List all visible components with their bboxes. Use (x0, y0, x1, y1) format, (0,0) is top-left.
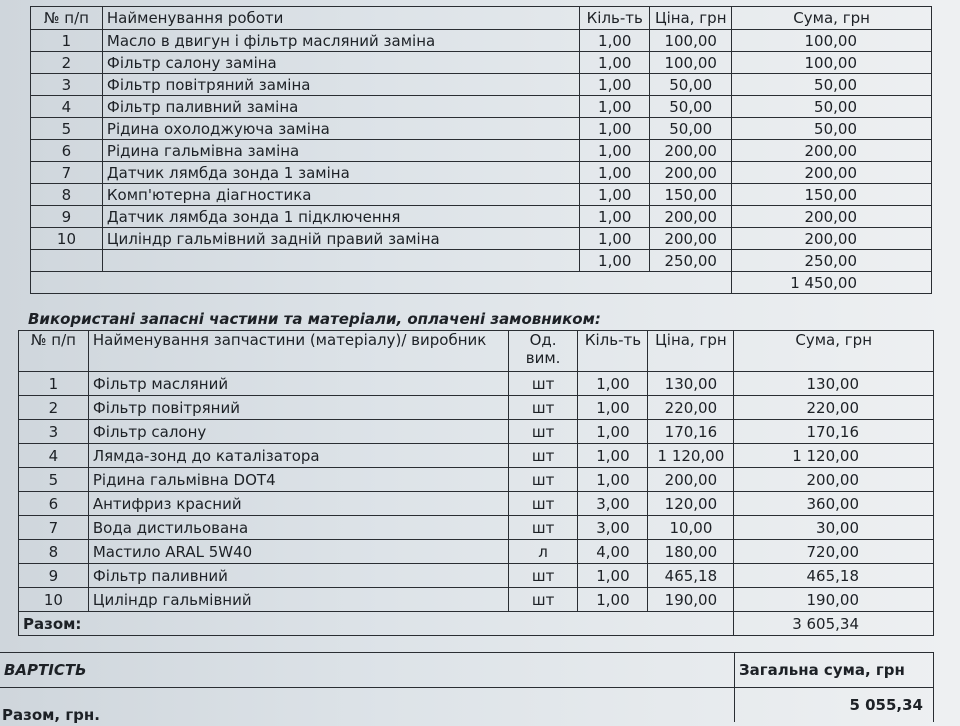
parts-row-price: 10,00 (648, 516, 734, 540)
works-row-qty: 1,00 (580, 140, 650, 162)
works-row-qty: 1,00 (580, 184, 650, 206)
parts-row-unit: шт (508, 492, 578, 516)
works-row (31, 96, 932, 118)
works-header-qty: Кіль-ть (580, 7, 650, 30)
parts-row-price: 465,18 (648, 564, 734, 588)
works-row-price: 50,00 (650, 118, 732, 140)
works-row (31, 140, 932, 162)
parts-row-num: 1 (19, 372, 89, 396)
parts-row (19, 492, 934, 516)
works-row-sum: 200,00 (732, 206, 932, 228)
works-row-num: 3 (31, 74, 103, 96)
parts-header-num: № п/п (19, 331, 89, 372)
parts-row-unit: л (508, 540, 578, 564)
works-row (31, 162, 932, 184)
works-row-name: Фільтр салону заміна (102, 52, 579, 74)
parts-row-qty: 1,00 (578, 564, 648, 588)
parts-row-price: 120,00 (648, 492, 734, 516)
parts-row (19, 396, 934, 420)
works-row-sum: 150,00 (732, 184, 932, 206)
parts-row-sum: 200,00 (734, 468, 934, 492)
parts-row-num: 4 (19, 444, 89, 468)
works-row-num: 10 (31, 228, 103, 250)
parts-row-unit: шт (508, 588, 578, 612)
works-row-price: 50,00 (650, 96, 732, 118)
works-row-qty: 1,00 (580, 96, 650, 118)
works-row-qty: 1,00 (580, 30, 650, 52)
parts-row-price: 1 120,00 (648, 444, 734, 468)
parts-row-name: Фільтр салону (88, 420, 508, 444)
works-row-price: 200,00 (650, 140, 732, 162)
parts-row-name: Фільтр масляний (88, 372, 508, 396)
parts-row-unit: шт (508, 444, 578, 468)
works-row-num: 8 (31, 184, 103, 206)
works-row-price: 50,00 (650, 74, 732, 96)
parts-row-name: Мастило ARAL 5W40 (88, 540, 508, 564)
works-row-price: 250,00 (650, 250, 732, 272)
cost-label: ВАРТІСТЬ (0, 653, 735, 688)
parts-row-sum: 465,18 (734, 564, 934, 588)
parts-row-qty: 1,00 (578, 444, 648, 468)
works-header-name: Найменування роботи (102, 7, 579, 30)
works-row-name: Циліндр гальмівний задній правий заміна (102, 228, 579, 250)
works-row-num: 1 (31, 30, 103, 52)
works-row-name: Датчик лямбда зонда 1 заміна (102, 162, 579, 184)
works-row-qty: 1,00 (580, 228, 650, 250)
works-header-sum: Сума, грн (732, 7, 932, 30)
parts-row-sum: 720,00 (734, 540, 934, 564)
works-row (31, 184, 932, 206)
parts-row (19, 516, 934, 540)
works-row (31, 74, 932, 96)
parts-total-row (19, 612, 934, 636)
parts-row-price: 170,16 (648, 420, 734, 444)
parts-row-num: 8 (19, 540, 89, 564)
works-header-price: Ціна, грн (650, 7, 732, 30)
works-row-qty: 1,00 (580, 162, 650, 184)
parts-row-price: 180,00 (648, 540, 734, 564)
works-row (31, 250, 932, 272)
works-row-sum: 50,00 (732, 96, 932, 118)
works-row-sum: 250,00 (732, 250, 932, 272)
grand-total-label: Загальна сума, грн (735, 653, 934, 688)
works-table (30, 6, 932, 294)
works-header-num: № п/п (31, 7, 103, 30)
parts-total-label: Разом: (19, 612, 734, 636)
parts-row-name: Рідина гальмівна DOT4 (88, 468, 508, 492)
works-row-name: Комп'ютерна діагностика (102, 184, 579, 206)
parts-row-num: 3 (19, 420, 89, 444)
parts-row-name: Вода дистильована (88, 516, 508, 540)
parts-row-qty: 1,00 (578, 468, 648, 492)
works-row-num: 9 (31, 206, 103, 228)
parts-row (19, 564, 934, 588)
works-row-sum: 200,00 (732, 162, 932, 184)
parts-row-sum: 360,00 (734, 492, 934, 516)
works-row-num: 2 (31, 52, 103, 74)
works-row-name (102, 250, 579, 272)
parts-row-name: Антифриз красний (88, 492, 508, 516)
parts-section-title: Використані запасні частини та матеріали, оплачені замовником: (28, 310, 601, 328)
works-total-value: 1 450,00 (732, 272, 932, 294)
works-row-name: Рідина охолоджуюча заміна (102, 118, 579, 140)
works-row-num (31, 250, 103, 272)
works-row (31, 118, 932, 140)
works-row-price: 200,00 (650, 206, 732, 228)
works-table-body (31, 7, 932, 294)
parts-row-unit: шт (508, 396, 578, 420)
parts-row-qty: 1,00 (578, 588, 648, 612)
works-row-name: Датчик лямбда зонда 1 підключення (102, 206, 579, 228)
works-header-row (31, 7, 932, 30)
parts-row-qty: 3,00 (578, 516, 648, 540)
works-row-price: 200,00 (650, 228, 732, 250)
works-row-sum: 200,00 (732, 228, 932, 250)
parts-row-qty: 1,00 (578, 372, 648, 396)
parts-row-qty: 3,00 (578, 492, 648, 516)
works-row-name: Фільтр паливний заміна (102, 96, 579, 118)
works-row-sum: 200,00 (732, 140, 932, 162)
works-row-qty: 1,00 (580, 250, 650, 272)
works-row-price: 200,00 (650, 162, 732, 184)
works-row (31, 52, 932, 74)
parts-row-price: 200,00 (648, 468, 734, 492)
parts-row-price: 190,00 (648, 588, 734, 612)
parts-row (19, 540, 934, 564)
works-row-sum: 100,00 (732, 30, 932, 52)
summary-table (0, 652, 934, 722)
parts-row-price: 130,00 (648, 372, 734, 396)
parts-header-name: Найменування запчастини (матеріалу)/ виробник (88, 331, 508, 372)
parts-row (19, 588, 934, 612)
works-row-name: Фільтр повітряний заміна (102, 74, 579, 96)
parts-row-price: 220,00 (648, 396, 734, 420)
summary-value-row (0, 688, 934, 723)
works-row-price: 100,00 (650, 30, 732, 52)
parts-row-sum: 30,00 (734, 516, 934, 540)
parts-row-unit: шт (508, 372, 578, 396)
parts-row-name: Фільтр повітряний (88, 396, 508, 420)
parts-row-sum: 130,00 (734, 372, 934, 396)
parts-row-num: 5 (19, 468, 89, 492)
parts-row-qty: 1,00 (578, 420, 648, 444)
parts-row-sum: 190,00 (734, 588, 934, 612)
parts-header-sum: Сума, грн (734, 331, 934, 372)
parts-row-sum: 220,00 (734, 396, 934, 420)
works-total-row (31, 272, 932, 294)
works-row-price: 100,00 (650, 52, 732, 74)
parts-row (19, 444, 934, 468)
works-row (31, 206, 932, 228)
works-total-empty (31, 272, 732, 294)
works-row-qty: 1,00 (580, 52, 650, 74)
works-row-sum: 50,00 (732, 74, 932, 96)
parts-header-unit: Од. вим. (508, 331, 578, 372)
parts-row-name: Циліндр гальмівний (88, 588, 508, 612)
parts-row-name: Лямда-зонд до каталізатора (88, 444, 508, 468)
summary-row (0, 653, 934, 688)
parts-row (19, 372, 934, 396)
works-row-qty: 1,00 (580, 206, 650, 228)
parts-header-row (19, 331, 934, 372)
works-row-sum: 100,00 (732, 52, 932, 74)
parts-row-unit: шт (508, 564, 578, 588)
parts-row-qty: 4,00 (578, 540, 648, 564)
works-row-price: 150,00 (650, 184, 732, 206)
parts-row (19, 420, 934, 444)
parts-table-body (19, 331, 934, 636)
parts-row-num: 7 (19, 516, 89, 540)
works-row-num: 7 (31, 162, 103, 184)
parts-row (19, 468, 934, 492)
parts-row-sum: 170,16 (734, 420, 934, 444)
works-row (31, 228, 932, 250)
parts-total-value: 3 605,34 (734, 612, 934, 636)
works-row-qty: 1,00 (580, 74, 650, 96)
parts-row-sum: 1 120,00 (734, 444, 934, 468)
works-row-name: Рідина гальмівна заміна (102, 140, 579, 162)
parts-row-num: 6 (19, 492, 89, 516)
works-row (31, 30, 932, 52)
parts-row-qty: 1,00 (578, 396, 648, 420)
parts-row-num: 2 (19, 396, 89, 420)
parts-row-unit: шт (508, 468, 578, 492)
grand-total-value: 5 055,34 (735, 688, 934, 723)
parts-row-unit: шт (508, 516, 578, 540)
works-row-num: 6 (31, 140, 103, 162)
parts-header-price: Ціна, грн (648, 331, 734, 372)
works-row-num: 4 (31, 96, 103, 118)
works-row-sum: 50,00 (732, 118, 932, 140)
works-row-num: 5 (31, 118, 103, 140)
parts-row-unit: шт (508, 420, 578, 444)
parts-row-name: Фільтр паливний (88, 564, 508, 588)
parts-header-qty: Кіль-ть (578, 331, 648, 372)
works-row-qty: 1,00 (580, 118, 650, 140)
parts-row-num: 10 (19, 588, 89, 612)
bottom-total-label: Разом, грн. (2, 706, 100, 724)
summary-empty-cell (0, 688, 735, 723)
works-row-name: Масло в двигун і фільтр масляний заміна (102, 30, 579, 52)
parts-row-num: 9 (19, 564, 89, 588)
parts-table (18, 330, 934, 636)
